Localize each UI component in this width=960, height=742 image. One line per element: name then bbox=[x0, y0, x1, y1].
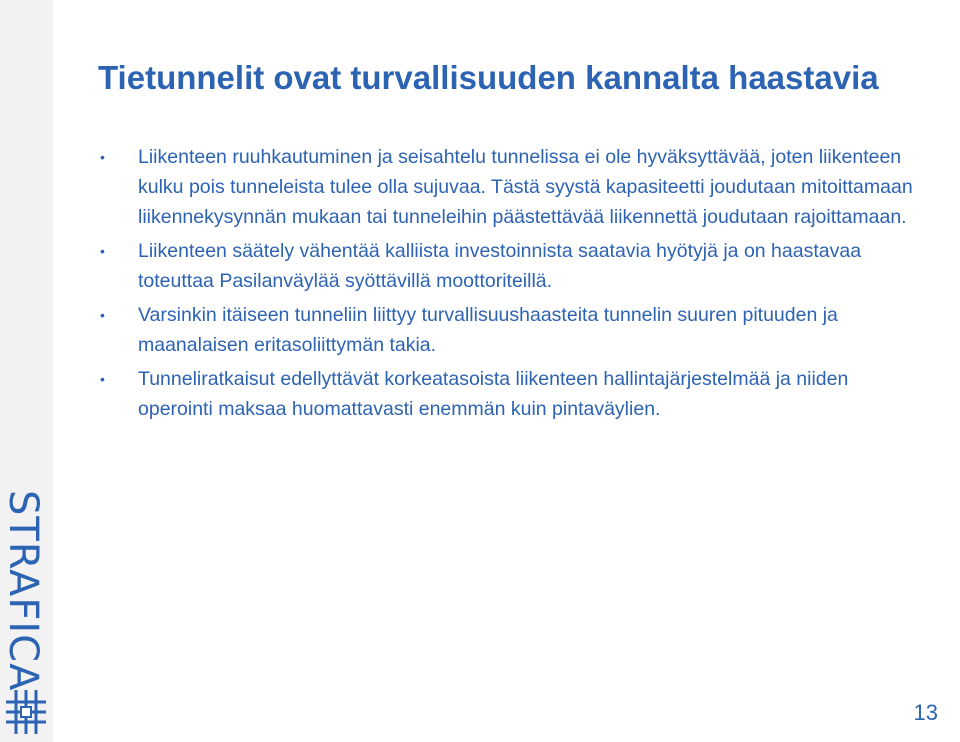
brand-sidebar bbox=[0, 0, 53, 742]
page-number: 13 bbox=[913, 700, 938, 725]
bullet-marker: • bbox=[100, 307, 105, 323]
bullet-marker: • bbox=[100, 243, 105, 259]
bullet-text: Tunneliratkaisut edellyttävät korkeatasoista liikenteen hallintajärjestelmää ja niiden operointi maksaa huomattavasti enemmän kuin pintaväylien. bbox=[138, 368, 849, 420]
bullet-item bbox=[100, 300, 920, 360]
bullet-marker: • bbox=[100, 371, 105, 387]
bullet-item bbox=[100, 236, 920, 296]
bullet-text: Varsinkin itäiseen tunneliin liittyy turvallisuushaasteita tunnelin suuren pituuden ja maanalaisen eritasoliittymän takia. bbox=[138, 304, 838, 356]
bullet-text: Liikenteen säätely vähentää kalliista investoinnista saatavia hyötyjä ja on haastavaa toteuttaa Pasilanväylää syöttävillä moottoriteillä. bbox=[138, 240, 862, 292]
bullet-item bbox=[100, 142, 920, 232]
slide-title: Tietunnelit ovat turvallisuuden kannalta haastavia bbox=[98, 59, 879, 96]
bullet-text: Liikenteen ruuhkautuminen ja seisahtelu tunnelissa ei ole hyväksyttävää, joten liikenteen kulku pois tunneleista tulee olla sujuvaa. Tästä syystä kapasiteetti joudutaan mitoittamaan liikennekysynnän mukaan tai tunneleihin päästettävää liikennettä joudutaan rajoittamaan. bbox=[138, 146, 913, 228]
bullet-marker: • bbox=[100, 149, 105, 165]
bullet-list bbox=[100, 142, 920, 428]
brand-name: STRAFICA bbox=[0, 490, 46, 692]
bullet-item bbox=[100, 364, 920, 424]
strafica-logo-icon bbox=[4, 688, 48, 736]
